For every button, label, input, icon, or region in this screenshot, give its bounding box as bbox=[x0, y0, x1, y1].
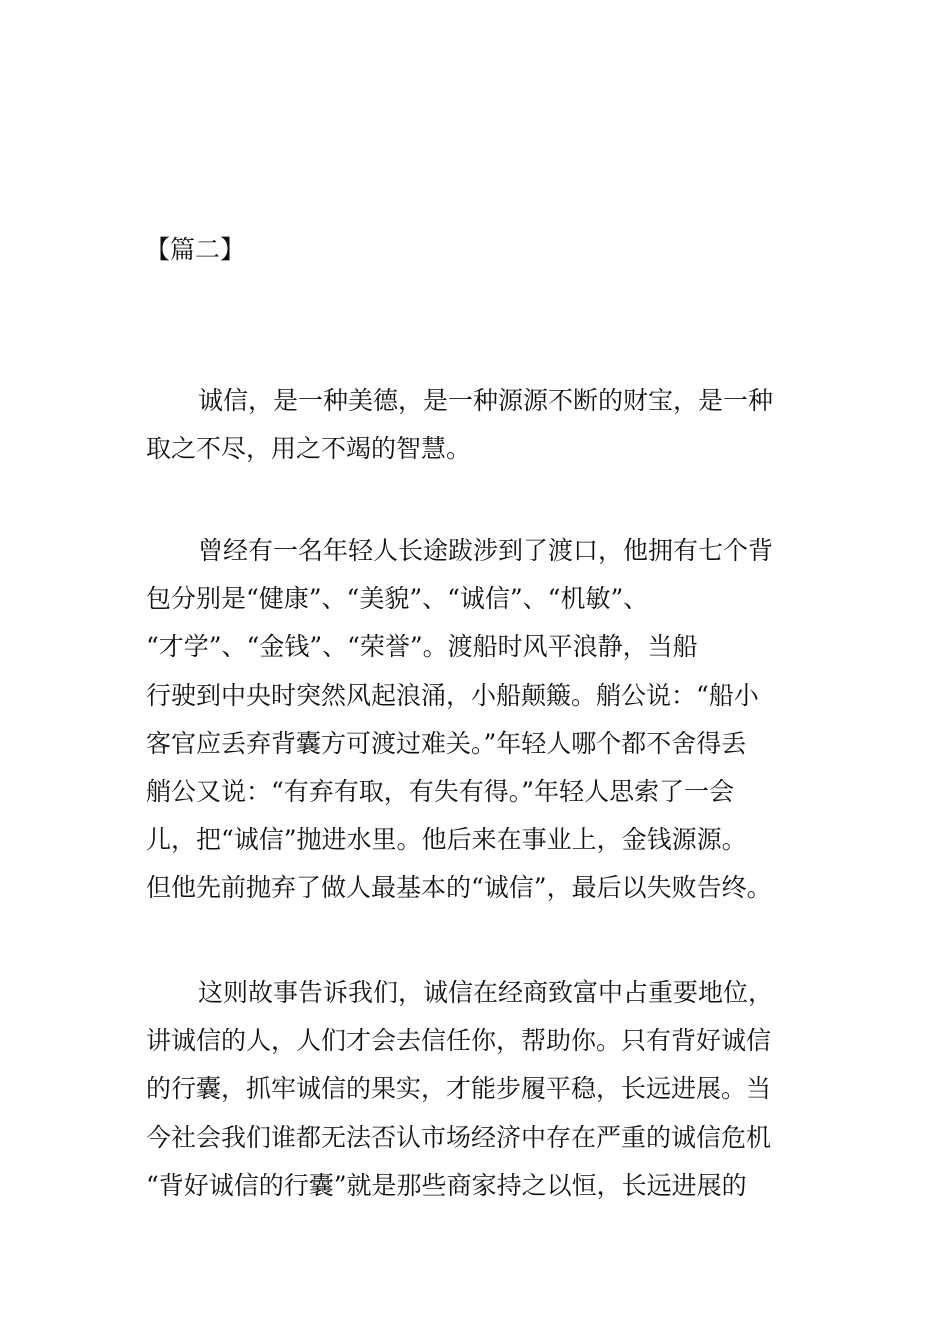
paragraph-line: “才学”、“金钱”、“荣誉”。渡船时风平浪静，当船 bbox=[146, 632, 698, 662]
paragraph-line: 行驶到中央时突然风起浪涌，小船颠簸。艄公说：“船小 bbox=[146, 680, 759, 710]
paragraph-line: 诚信，是一种美德，是一种源源不断的财宝，是一种 bbox=[198, 386, 774, 415]
paragraph-line: “背好诚信的行囊”就是那些商家持之以恒，长远进展的 bbox=[146, 1170, 747, 1200]
paragraph-line: 取之不尽，用之不竭的智慧。 bbox=[146, 434, 472, 464]
paragraph-line: 艄公又说：“有弃有取，有失有得。”年轻人思索了一会 bbox=[146, 776, 735, 806]
paragraph-line: 今社会我们谁都无法否认市场经济中存在严重的诚信危机 bbox=[146, 1122, 772, 1152]
paragraph-2 bbox=[146, 527, 806, 913]
paragraph-line: 讲诚信的人，人们才会去信任你，帮助你。只有背好诚信 bbox=[146, 1026, 772, 1056]
paragraph-line: 儿，把“诚信”抛进水里。他后来在事业上，金钱源源。 bbox=[146, 825, 747, 855]
paragraph-line: 曾经有一名年轻人长途跋涉到了渡口，他拥有七个背 bbox=[198, 536, 774, 565]
paragraph-line: 包分别是“健康”、“美貌”、“诚信”、“机敏”、 bbox=[146, 584, 649, 614]
paragraph-line: 这则故事告诉我们，诚信在经商致富中占重要地位， bbox=[198, 978, 774, 1007]
paragraph-3 bbox=[146, 969, 806, 1210]
paragraph-line: 但他先前抛弃了做人最基本的“诚信”，最后以失败告终。 bbox=[146, 873, 772, 903]
paragraph-line: 的行囊，抓牢诚信的果实，才能步履平稳，长远进展。当 bbox=[146, 1074, 772, 1104]
section-heading: 【篇二】 bbox=[145, 235, 246, 264]
paragraph-line: 客官应丢弃背囊方可渡过难关。”年轻人哪个都不舍得丢 bbox=[146, 728, 747, 758]
paragraph-1 bbox=[146, 377, 806, 473]
